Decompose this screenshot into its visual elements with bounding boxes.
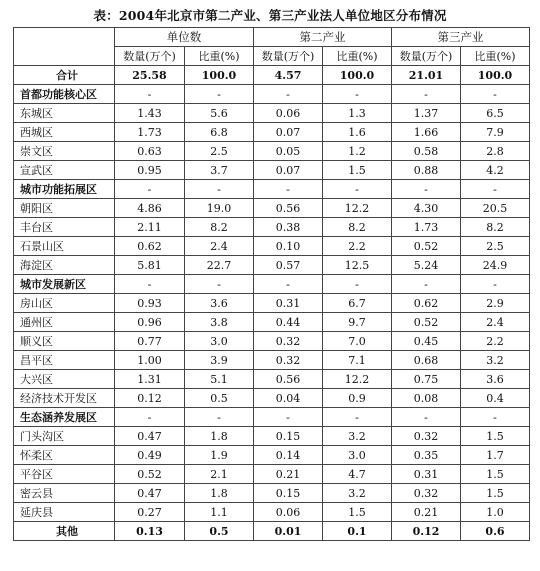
table-row <box>14 237 530 256</box>
quantity-cell: 0.95 <box>115 161 185 180</box>
ratio-cell: 0.4 <box>461 389 530 408</box>
ratio-cell: 100.0 <box>185 66 254 85</box>
table-row <box>14 218 530 237</box>
ratio-cell: - <box>185 408 254 427</box>
quantity-cell: 0.08 <box>392 389 461 408</box>
ratio-cell: 1.5 <box>461 484 530 503</box>
quantity-cell: - <box>392 85 461 104</box>
header-row-groups <box>14 28 530 47</box>
quantity-cell: 0.56 <box>254 370 323 389</box>
region-name-cell: 东城区 <box>14 104 115 123</box>
ratio-cell: 3.6 <box>185 294 254 313</box>
ratio-cell: 3.8 <box>185 313 254 332</box>
ratio-cell: 6.7 <box>323 294 392 313</box>
ratio-cell: 7.0 <box>323 332 392 351</box>
ratio-cell: - <box>185 275 254 294</box>
table-group-row <box>14 275 530 294</box>
quantity-cell: 0.32 <box>392 427 461 446</box>
header-units: 单位数 <box>115 28 254 47</box>
region-name-cell: 首都功能核心区 <box>14 85 115 104</box>
ratio-cell: 0.5 <box>185 522 254 541</box>
table-row <box>14 104 530 123</box>
quantity-cell: 4.30 <box>392 199 461 218</box>
ratio-cell: - <box>323 408 392 427</box>
table-row <box>14 522 530 541</box>
quantity-cell: 0.52 <box>392 237 461 256</box>
table-row <box>14 351 530 370</box>
quantity-cell: 4.57 <box>254 66 323 85</box>
quantity-cell: - <box>115 408 185 427</box>
header-quantity: 数量(万个) <box>392 47 461 66</box>
table-row <box>14 294 530 313</box>
ratio-cell: 24.9 <box>461 256 530 275</box>
header-quantity: 数量(万个) <box>254 47 323 66</box>
ratio-cell: - <box>461 408 530 427</box>
ratio-cell: 7.1 <box>323 351 392 370</box>
ratio-cell: 100.0 <box>461 66 530 85</box>
quantity-cell: - <box>254 85 323 104</box>
region-name-cell: 通州区 <box>14 313 115 332</box>
quantity-cell: 0.56 <box>254 199 323 218</box>
quantity-cell: 0.14 <box>254 446 323 465</box>
quantity-cell: 4.86 <box>115 199 185 218</box>
ratio-cell: - <box>185 180 254 199</box>
quantity-cell: 1.73 <box>115 123 185 142</box>
table-group-row <box>14 180 530 199</box>
table-row <box>14 389 530 408</box>
region-name-cell: 合计 <box>14 66 115 85</box>
quantity-cell: 0.06 <box>254 104 323 123</box>
quantity-cell: 1.00 <box>115 351 185 370</box>
ratio-cell: 3.0 <box>185 332 254 351</box>
quantity-cell: 0.62 <box>392 294 461 313</box>
ratio-cell: 2.1 <box>185 465 254 484</box>
quantity-cell: 0.12 <box>115 389 185 408</box>
quantity-cell: - <box>392 408 461 427</box>
region-name-cell: 平谷区 <box>14 465 115 484</box>
header-ratio: 比重(%) <box>323 47 392 66</box>
ratio-cell: - <box>323 180 392 199</box>
quantity-cell: 1.31 <box>115 370 185 389</box>
table-row <box>14 465 530 484</box>
table-row <box>14 199 530 218</box>
ratio-cell: 22.7 <box>185 256 254 275</box>
region-name-cell: 海淀区 <box>14 256 115 275</box>
ratio-cell: 1.5 <box>323 161 392 180</box>
table-row <box>14 142 530 161</box>
region-name-cell: 崇文区 <box>14 142 115 161</box>
ratio-cell: 1.5 <box>461 427 530 446</box>
quantity-cell: 0.75 <box>392 370 461 389</box>
quantity-cell: 0.57 <box>254 256 323 275</box>
table-total-row <box>14 66 530 85</box>
table-row <box>14 503 530 522</box>
region-name-cell: 西城区 <box>14 123 115 142</box>
header-secondary-industry: 第二产业 <box>254 28 392 47</box>
ratio-cell: 7.9 <box>461 123 530 142</box>
region-name-cell: 密云县 <box>14 484 115 503</box>
ratio-cell: - <box>323 275 392 294</box>
ratio-cell: 1.0 <box>461 503 530 522</box>
region-name-cell: 朝阳区 <box>14 199 115 218</box>
ratio-cell: 1.5 <box>323 503 392 522</box>
ratio-cell: 3.0 <box>323 446 392 465</box>
ratio-cell: 8.2 <box>323 218 392 237</box>
table-row <box>14 161 530 180</box>
ratio-cell: 0.5 <box>185 389 254 408</box>
quantity-cell: - <box>254 408 323 427</box>
quantity-cell: 0.58 <box>392 142 461 161</box>
ratio-cell: 1.2 <box>323 142 392 161</box>
region-name-cell: 顺义区 <box>14 332 115 351</box>
quantity-cell: 0.77 <box>115 332 185 351</box>
quantity-cell: 0.27 <box>115 503 185 522</box>
quantity-cell: 21.01 <box>392 66 461 85</box>
quantity-cell: 0.49 <box>115 446 185 465</box>
region-name-cell: 城市功能拓展区 <box>14 180 115 199</box>
ratio-cell: 8.2 <box>461 218 530 237</box>
ratio-cell: - <box>461 180 530 199</box>
header-corner <box>14 28 115 66</box>
table-row <box>14 332 530 351</box>
quantity-cell: - <box>115 85 185 104</box>
table-body <box>14 66 530 541</box>
ratio-cell: - <box>323 85 392 104</box>
ratio-cell: 2.4 <box>185 237 254 256</box>
quantity-cell: 0.45 <box>392 332 461 351</box>
quantity-cell: 0.07 <box>254 161 323 180</box>
quantity-cell: 0.15 <box>254 484 323 503</box>
quantity-cell: 0.47 <box>115 427 185 446</box>
region-name-cell: 门头沟区 <box>14 427 115 446</box>
ratio-cell: 1.5 <box>461 465 530 484</box>
ratio-cell: 2.4 <box>461 313 530 332</box>
quantity-cell: 0.62 <box>115 237 185 256</box>
quantity-cell: 5.81 <box>115 256 185 275</box>
ratio-cell: 3.2 <box>461 351 530 370</box>
ratio-cell: 2.8 <box>461 142 530 161</box>
table-group-row <box>14 408 530 427</box>
ratio-cell: 1.3 <box>323 104 392 123</box>
quantity-cell: 0.21 <box>392 503 461 522</box>
quantity-cell: 25.58 <box>115 66 185 85</box>
ratio-cell: 1.8 <box>185 484 254 503</box>
ratio-cell: 3.6 <box>461 370 530 389</box>
ratio-cell: 0.6 <box>461 522 530 541</box>
quantity-cell: - <box>254 180 323 199</box>
quantity-cell: 1.66 <box>392 123 461 142</box>
region-name-cell: 经济技术开发区 <box>14 389 115 408</box>
region-name-cell: 怀柔区 <box>14 446 115 465</box>
region-name-cell: 昌平区 <box>14 351 115 370</box>
ratio-cell: 4.7 <box>323 465 392 484</box>
quantity-cell: 0.13 <box>115 522 185 541</box>
table-group-row <box>14 85 530 104</box>
quantity-cell: 0.35 <box>392 446 461 465</box>
ratio-cell: 2.2 <box>461 332 530 351</box>
quantity-cell: 0.10 <box>254 237 323 256</box>
quantity-cell: 0.31 <box>254 294 323 313</box>
ratio-cell: 2.9 <box>461 294 530 313</box>
ratio-cell: 2.5 <box>185 142 254 161</box>
ratio-cell: 0.9 <box>323 389 392 408</box>
table-row <box>14 123 530 142</box>
ratio-cell: 19.0 <box>185 199 254 218</box>
ratio-cell: 3.2 <box>323 427 392 446</box>
ratio-cell: 3.7 <box>185 161 254 180</box>
quantity-cell: 0.44 <box>254 313 323 332</box>
table-row <box>14 484 530 503</box>
quantity-cell: 0.32 <box>254 351 323 370</box>
ratio-cell: 6.8 <box>185 123 254 142</box>
quantity-cell: 0.06 <box>254 503 323 522</box>
quantity-cell: 0.38 <box>254 218 323 237</box>
quantity-cell: 0.21 <box>254 465 323 484</box>
quantity-cell: 0.63 <box>115 142 185 161</box>
quantity-cell: 5.24 <box>392 256 461 275</box>
ratio-cell: 0.1 <box>323 522 392 541</box>
quantity-cell: 0.15 <box>254 427 323 446</box>
quantity-cell: 0.32 <box>254 332 323 351</box>
quantity-cell: - <box>254 275 323 294</box>
quantity-cell: 0.32 <box>392 484 461 503</box>
ratio-cell: 12.2 <box>323 199 392 218</box>
ratio-cell: 1.1 <box>185 503 254 522</box>
region-name-cell: 大兴区 <box>14 370 115 389</box>
ratio-cell: 3.9 <box>185 351 254 370</box>
header-quantity: 数量(万个) <box>115 47 185 66</box>
region-name-cell: 城市发展新区 <box>14 275 115 294</box>
ratio-cell: 8.2 <box>185 218 254 237</box>
quantity-cell: 0.07 <box>254 123 323 142</box>
region-name-cell: 宣武区 <box>14 161 115 180</box>
ratio-cell: 6.5 <box>461 104 530 123</box>
ratio-cell: 1.7 <box>461 446 530 465</box>
region-name-cell: 石景山区 <box>14 237 115 256</box>
quantity-cell: 0.96 <box>115 313 185 332</box>
quantity-cell: 0.12 <box>392 522 461 541</box>
quantity-cell: 2.11 <box>115 218 185 237</box>
ratio-cell: 1.8 <box>185 427 254 446</box>
table-row <box>14 313 530 332</box>
ratio-cell: 1.9 <box>185 446 254 465</box>
region-name-cell: 生态涵养发展区 <box>14 408 115 427</box>
header-ratio: 比重(%) <box>185 47 254 66</box>
quantity-cell: - <box>115 180 185 199</box>
ratio-cell: 100.0 <box>323 66 392 85</box>
region-name-cell: 其他 <box>14 522 115 541</box>
ratio-cell: 4.2 <box>461 161 530 180</box>
table-row <box>14 427 530 446</box>
ratio-cell: - <box>461 85 530 104</box>
region-name-cell: 房山区 <box>14 294 115 313</box>
region-name-cell: 延庆县 <box>14 503 115 522</box>
data-table <box>13 27 530 541</box>
table-row <box>14 446 530 465</box>
quantity-cell: 1.73 <box>392 218 461 237</box>
ratio-cell: 3.2 <box>323 484 392 503</box>
ratio-cell: 5.1 <box>185 370 254 389</box>
ratio-cell: 2.2 <box>323 237 392 256</box>
quantity-cell: 0.04 <box>254 389 323 408</box>
quantity-cell: - <box>115 275 185 294</box>
quantity-cell: 0.31 <box>392 465 461 484</box>
quantity-cell: 0.93 <box>115 294 185 313</box>
ratio-cell: 20.5 <box>461 199 530 218</box>
table-row <box>14 256 530 275</box>
quantity-cell: 0.05 <box>254 142 323 161</box>
quantity-cell: 0.01 <box>254 522 323 541</box>
table-row <box>14 370 530 389</box>
quantity-cell: 1.43 <box>115 104 185 123</box>
quantity-cell: 0.88 <box>392 161 461 180</box>
ratio-cell: - <box>185 85 254 104</box>
quantity-cell: - <box>392 180 461 199</box>
quantity-cell: 0.68 <box>392 351 461 370</box>
ratio-cell: 5.6 <box>185 104 254 123</box>
ratio-cell: - <box>461 275 530 294</box>
quantity-cell: 0.47 <box>115 484 185 503</box>
quantity-cell: 0.52 <box>392 313 461 332</box>
table-title: 表：2004年北京市第二产业、第三产业法人单位地区分布情况 <box>93 8 447 23</box>
header-ratio: 比重(%) <box>461 47 530 66</box>
ratio-cell: 12.2 <box>323 370 392 389</box>
quantity-cell: - <box>392 275 461 294</box>
quantity-cell: 0.52 <box>115 465 185 484</box>
ratio-cell: 1.6 <box>323 123 392 142</box>
quantity-cell: 1.37 <box>392 104 461 123</box>
ratio-cell: 12.5 <box>323 256 392 275</box>
header-tertiary-industry: 第三产业 <box>392 28 530 47</box>
ratio-cell: 2.5 <box>461 237 530 256</box>
ratio-cell: 9.7 <box>323 313 392 332</box>
region-name-cell: 丰台区 <box>14 218 115 237</box>
